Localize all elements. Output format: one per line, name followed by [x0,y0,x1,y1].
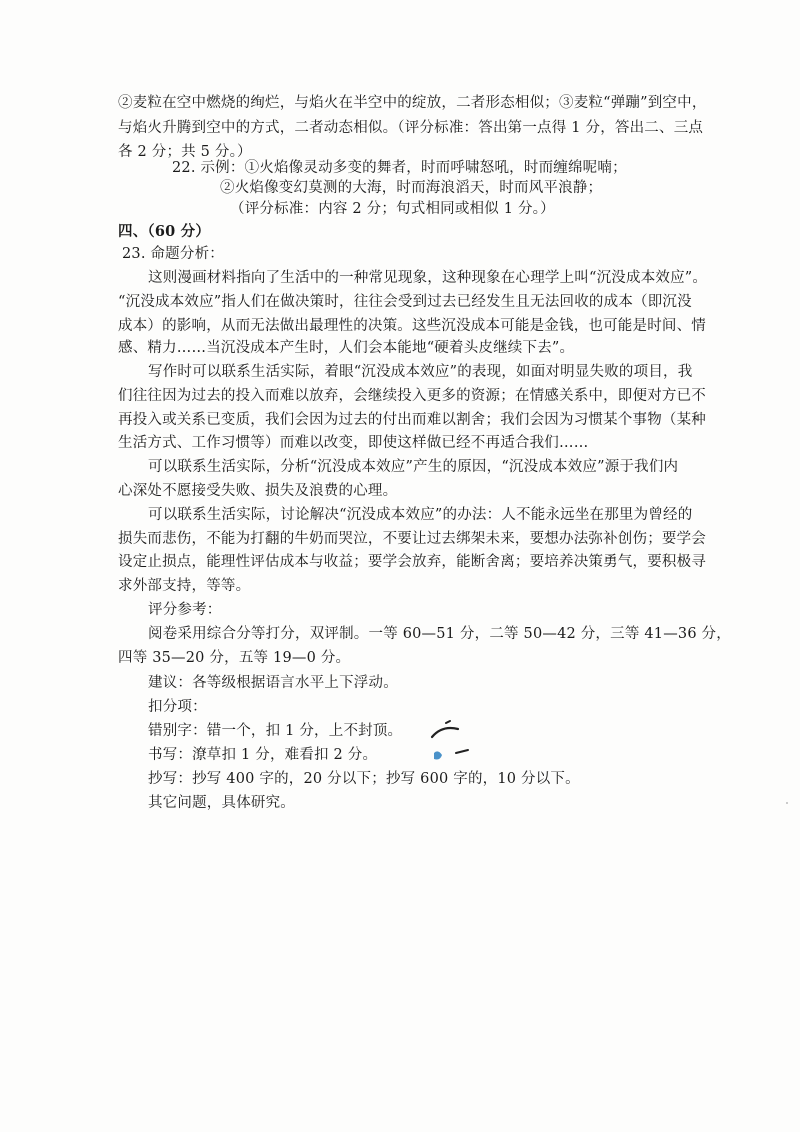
other-issues: 其它问题，具体研究。 [148,795,295,811]
scan-speck-icon [784,800,790,806]
deduction-typo: 错别字：错一个，扣 1 分，上不封顶。 [148,723,403,739]
q21-answer-line-3: 各 2 分；共 5 分。） [118,144,252,160]
para2-line-2: 们往往因为过去的投入而难以放弃，会继续投入更多的资源；在情感关系中，即便对方已不 [118,388,706,404]
deduction-copying: 抄写：抄写 400 字的，20 分以下；抄写 600 字的，10 分以下。 [148,771,580,787]
para2-line-3: 再投入或关系已变质，我们会因为过去的付出而难以割舍；我们会因为习惯某个事物（某种 [118,412,706,428]
para4-line-4: 求外部支持，等等。 [118,578,251,594]
para1-line-2: “沉没成本效应”指人们在做决策时，往往会受到过去已经发生且无法回收的成本（即沉没 [118,294,692,310]
q23-label: 23. 命题分析： [122,246,224,262]
para1-line-3: 成本）的影响，从而无法做出最理性的决策。这些沉没成本可能是金钱，也可能是时间、情 [118,318,706,334]
para2-line-4: 生活方式、工作习惯等）而难以改变，即使这样做已经不再适合我们…… [118,435,589,451]
scoring-label: 评分参考： [148,602,222,618]
deductions-label: 扣分项： [148,699,207,715]
q21-answer-line-2: 与焰火升腾到空中的方式，二者动态相似。（评分标准：答出第一点得 1 分，答出二、三点 [118,120,704,136]
para4-line-3: 设定止损点，能理性评估成本与收益；要学会放弃，能断舍离；要培养决策勇气，要积极寻 [118,554,706,570]
suggestion: 建议：各等级根据语言水平上下浮动。 [148,675,398,691]
q22-line-3: （评分标准：内容 2 分；句式相同或相似 1 分。） [230,201,555,217]
para3-line-2: 心深处不愿接受失败、损失及浪费的心理。 [118,483,398,499]
deduction-handwriting: 书写：潦草扣 1 分，难看扣 2 分。 [148,747,378,763]
para1-line-4: 感、精力……当沉没成本产生时，人们会本能地“硬着头皮继续下去”。 [118,340,575,356]
scoring-line-2: 四等 35—20 分，五等 19—0 分。 [118,650,351,666]
q22-line-2: ②火焰像变幻莫测的大海，时而海浪滔天，时而风平浪静； [220,180,603,196]
section-heading: 四、（60 分） [118,223,211,240]
para1-line-1: 这则漫画材料指向了生活中的一种常见现象，这种现象在心理学上叫“沉没成本效应”。 [148,270,708,286]
para4-line-1: 可以联系生活实际，讨论解决“沉没成本效应”的办法：人不能永远坐在那里为曾经的 [148,507,693,523]
para3-line-1: 可以联系生活实际，分析“沉没成本效应”产生的原因，“沉没成本效应”源于我们内 [148,459,679,475]
q21-answer-line-1: ②麦粒在空中燃烧的绚烂，与焰火在半空中的绽放，二者形态相似；③麦粒“弹蹦”到空中， [118,95,707,111]
para4-line-2: 损失而悲伤，不能为打翻的牛奶而哭泣，不要让过去绑架未来，要想办法弥补创伤；要学会 [118,531,706,547]
ink-smudge-icon [424,719,472,769]
scoring-line-1: 阅卷采用综合分等打分，双评制。一等 60—51 分，二等 50—42 分，三等 41—36 分， [148,626,731,642]
para2-line-1: 写作时可以联系生活实际，着眼“沉没成本效应”的表现，如面对明显失败的项目，我 [148,364,693,380]
q22-line-1: 22. 示例：①火焰像灵动多变的舞者，时而呼啸怒吼，时而缠绵呢喃； [172,160,627,176]
